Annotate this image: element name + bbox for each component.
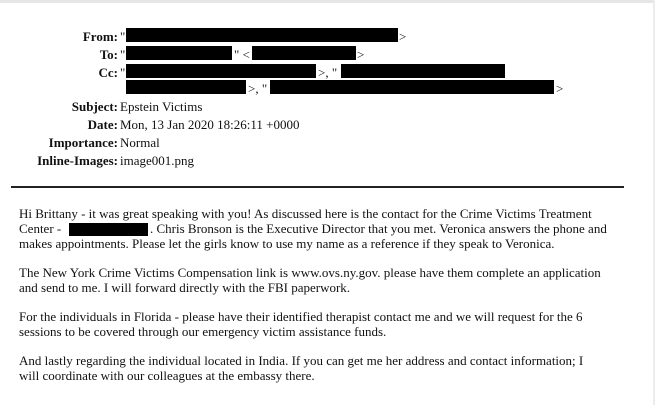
to-close-bracket: >	[357, 47, 365, 62]
body-p1-line2-end: . Chris Bronson is the Executive Director that you met. Veronica answers the phone and	[150, 221, 607, 236]
cc-label: Cc:	[98, 65, 118, 80]
body-p2-line2: and send to me. I will forward directly with the FBI paperwork.	[19, 280, 351, 295]
body-p1-line2-start: Center -	[19, 221, 62, 236]
body-p3-line2: sessions to be covered through our emergency victim assistance funds.	[19, 324, 387, 339]
cc-open-quote: "	[120, 65, 126, 80]
to-label: To:	[99, 47, 118, 62]
inline-images-value: image001.png	[120, 153, 195, 168]
to-separator: " <	[234, 47, 250, 62]
cc-email2-redaction	[270, 80, 554, 94]
cc-separator-2: >, "	[248, 81, 268, 96]
to-open-quote: "	[120, 47, 126, 62]
date-label: Date:	[87, 117, 118, 132]
cc-email1-redaction	[126, 80, 246, 94]
from-close-bracket: >	[399, 29, 407, 44]
importance-label: Importance:	[48, 135, 118, 150]
cc-separator-1: >, "	[318, 65, 338, 80]
subject-label: Subject:	[71, 99, 118, 114]
from-redaction	[126, 28, 398, 42]
body-p3-line1: For the individuals in Florida - please have their identified therapist contact me and we will request for the 6	[19, 309, 583, 324]
date-value: Mon, 13 Jan 2020 18:26:11 +0000	[120, 117, 300, 132]
from-label: From:	[82, 29, 118, 44]
to-email-redaction	[252, 46, 356, 60]
body-p4-line1: And lastly regarding the individual located in India. If you can get me her address and contact information; I	[19, 353, 584, 368]
cc-name1-redaction	[126, 64, 316, 78]
cc-name2-redaction	[341, 64, 505, 78]
header-divider	[11, 186, 624, 188]
body-p1-line3: makes appointments. Please let the girls know to use my name as a reference if they speak to Veronica.	[19, 236, 555, 251]
body-p2-line1: The New York Crime Victims Compensation link is www.ovs.ny.gov. please have them complete an application	[19, 265, 601, 280]
cc-close-bracket: >	[556, 81, 564, 96]
importance-value: Normal	[120, 135, 160, 150]
subject-value: Epstein Victims	[120, 99, 203, 114]
body-p1-line1: Hi Brittany - it was great speaking with you! As discussed here is the contact for the Crime Victims Treatment	[19, 206, 592, 221]
center-name-redaction	[69, 223, 148, 236]
inline-images-label: Inline-Images:	[37, 153, 118, 168]
body-p4-line2: will coordinate with our colleagues at the embassy there.	[19, 368, 315, 383]
to-name-redaction	[126, 46, 232, 60]
from-open-quote: "	[120, 29, 126, 44]
top-border	[0, 0, 655, 3]
